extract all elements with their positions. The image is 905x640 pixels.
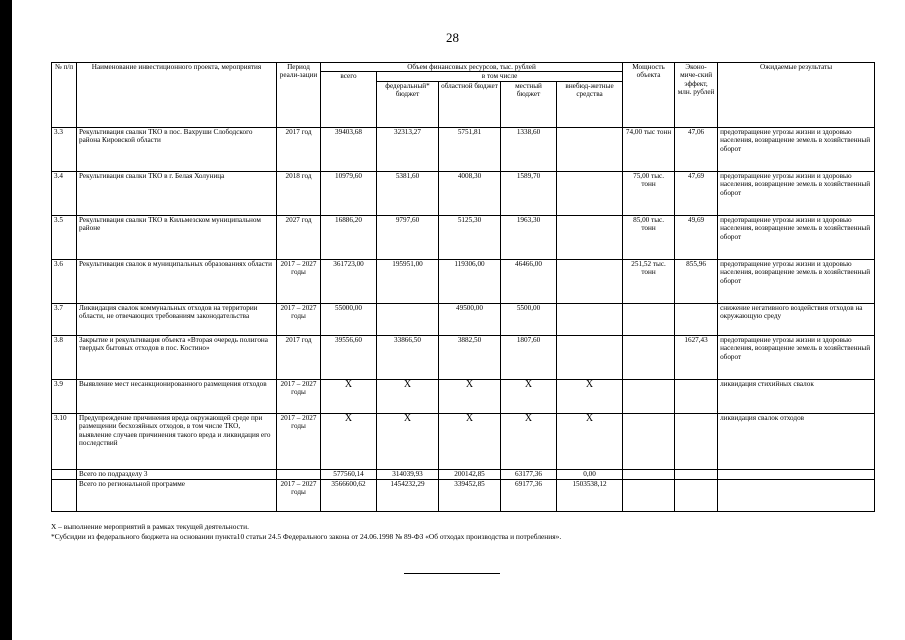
row-period: 2017 – 2027 годы (277, 379, 321, 413)
row-local: 1807,60 (501, 335, 557, 379)
row-result: снижение негативного воздействия отходов на окружающую среду (718, 303, 875, 335)
row-extra: X (557, 413, 623, 469)
subtotal-local: 63177,36 (501, 469, 557, 479)
row-regional: 3882,50 (439, 335, 501, 379)
row-name: Закрытие и рекультивация объекта «Вторая очередь полигона твердых бытовых отходов в пос. Костино» (77, 335, 277, 379)
row-period: 2017 – 2027 годы (277, 413, 321, 469)
row-extra: X (557, 379, 623, 413)
row-total: 55000,00 (321, 303, 377, 335)
subtotal-extra: 0,00 (557, 469, 623, 479)
row-period: 2027 год (277, 215, 321, 259)
row-local: 1338,60 (501, 127, 557, 171)
row-name: Рекультивация свалки ТКО в пос. Вахруши Слободского района Кировской области (77, 127, 277, 171)
row-capacity (623, 335, 675, 379)
row-federal: 9797,60 (377, 215, 439, 259)
row-total: 16886,20 (321, 215, 377, 259)
row-effect (675, 413, 718, 469)
row-total: 39556,60 (321, 335, 377, 379)
row-name: Ликвидация свалок коммунальных отходов на территории области, не отвечающих требованиям законодательства (77, 303, 277, 335)
col-header-results: Ожидаемые результаты (718, 63, 875, 128)
row-regional: X (439, 413, 501, 469)
row-local: X (501, 379, 557, 413)
row-num: 3.5 (52, 215, 77, 259)
investment-projects-table (51, 62, 875, 512)
row-capacity: 251,52 тыс. тонн (623, 259, 675, 303)
row-effect: 855,96 (675, 259, 718, 303)
row-period: 2017 – 2027 годы (277, 259, 321, 303)
row-name: Рекультивация свалки ТКО в г. Белая Холуница (77, 171, 277, 215)
row-num: 3.3 (52, 127, 77, 171)
row-effect (675, 303, 718, 335)
row-capacity: 74,00 тыс тонн (623, 127, 675, 171)
row-total: X (321, 379, 377, 413)
table-row (52, 259, 875, 303)
row-effect: 47,06 (675, 127, 718, 171)
row-name: Рекультивация свалок в муниципальных образованиях области (77, 259, 277, 303)
row-regional: 5125,30 (439, 215, 501, 259)
scan-edge-bar (0, 0, 12, 640)
col-header-including: в том числе (377, 72, 623, 81)
col-header-name: Наименование инвестиционного проекта, мероприятия (77, 63, 277, 128)
row-capacity: 75,00 тыс. тонн (623, 171, 675, 215)
row-extra (557, 171, 623, 215)
row-name: Выявление мест несанкционированного размещения отходов (77, 379, 277, 413)
row-extra (557, 215, 623, 259)
row-effect: 1627,43 (675, 335, 718, 379)
col-header-num: № п/п (52, 63, 77, 128)
row-name: Рекультивация свалки ТКО в Кильмезском муниципальном районе (77, 215, 277, 259)
row-period: 2017 – 2027 годы (277, 303, 321, 335)
row-result: предотвращение угрозы жизни и здоровью населения, возвращение земель в хозяйственный оборот (718, 127, 875, 171)
row-result: ликвидация свалок отходов (718, 413, 875, 469)
row-result: предотвращение угрозы жизни и здоровью населения, возвращение земель в хозяйственный оборот (718, 335, 875, 379)
row-num: 3.7 (52, 303, 77, 335)
row-extra (557, 127, 623, 171)
col-header-local: местный бюджет (501, 81, 557, 127)
row-total: 39403,68 (321, 127, 377, 171)
table-row (52, 335, 875, 379)
row-federal: 33866,50 (377, 335, 439, 379)
row-extra (557, 335, 623, 379)
row-regional: 4008,30 (439, 171, 501, 215)
row-capacity (623, 379, 675, 413)
col-header-extra: внебюд-жетные средства (557, 81, 623, 127)
col-header-capacity: Мощность объекта (623, 63, 675, 128)
table-row (52, 127, 875, 171)
row-total: 10979,60 (321, 171, 377, 215)
table-row (52, 215, 875, 259)
row-num: 3.4 (52, 171, 77, 215)
row-capacity (623, 303, 675, 335)
row-federal (377, 303, 439, 335)
row-local: 1963,30 (501, 215, 557, 259)
row-period: 2017 год (277, 335, 321, 379)
grand-total-total: 3566600,62 (321, 479, 377, 511)
row-num: 3.8 (52, 335, 77, 379)
row-period: 2017 год (277, 127, 321, 171)
row-federal: X (377, 379, 439, 413)
row-num: 3.6 (52, 259, 77, 303)
grand-total-extra: 1503538,12 (557, 479, 623, 511)
row-result: предотвращение угрозы жизни и здоровью населения, возвращение земель в хозяйственный оборот (718, 259, 875, 303)
col-header-period: Период реали-зации (277, 63, 321, 128)
subtotal-federal: 314039,93 (377, 469, 439, 479)
subtotal-row (52, 469, 875, 479)
table-row (52, 303, 875, 335)
row-effect: 47,69 (675, 171, 718, 215)
row-regional: 5751,81 (439, 127, 501, 171)
grand-total-federal: 1454232,29 (377, 479, 439, 511)
row-effect: 49,69 (675, 215, 718, 259)
col-header-federal: федеральный* бюджет (377, 81, 439, 127)
row-local: 46466,00 (501, 259, 557, 303)
footnote-federal: *Субсидии из федерального бюджета на основании пункта10 статьи 24.5 Федерального закона от 24.06.1998 № 89-ФЗ «Об отходах производства и потребления». (51, 531, 562, 541)
row-federal: 195951,00 (377, 259, 439, 303)
row-federal: 5381,60 (377, 171, 439, 215)
grand-total-period: 2017 – 2027 годы (277, 479, 321, 511)
row-local: 1589,70 (501, 171, 557, 215)
table-row (52, 413, 875, 469)
grand-total-regional: 339452,85 (439, 479, 501, 511)
row-extra (557, 259, 623, 303)
row-effect (675, 379, 718, 413)
grand-total-local: 69177,36 (501, 479, 557, 511)
row-federal: X (377, 413, 439, 469)
table-row (52, 379, 875, 413)
row-num: 3.9 (52, 379, 77, 413)
col-header-finance: Объем финансовых ресурсов, тыс. рублей (321, 63, 623, 72)
footer-rule (404, 573, 500, 574)
grand-total-label: Всего по региональной программе (77, 479, 277, 511)
row-name: Предупреждение причинения вреда окружающей среде при размещении бесхозяйных отходов, в том числе ТКО, выявление случаев причинения такого вреда и ликвидация его последствий (77, 413, 277, 469)
grand-total-row (52, 479, 875, 511)
subtotal-total: 577560,14 (321, 469, 377, 479)
table-row (52, 171, 875, 215)
row-result: предотвращение угрозы жизни и здоровью населения, возвращение земель в хозяйственный оборот (718, 215, 875, 259)
row-regional: X (439, 379, 501, 413)
col-header-total: всего (321, 72, 377, 127)
page-number: 28 (446, 30, 459, 45)
row-capacity: 85,00 тыс. тонн (623, 215, 675, 259)
row-num: 3.10 (52, 413, 77, 469)
row-extra (557, 303, 623, 335)
row-total: 361723,00 (321, 259, 377, 303)
footnotes (51, 522, 561, 541)
row-local: 5500,00 (501, 303, 557, 335)
row-result: ликвидация стихийных свалок (718, 379, 875, 413)
subtotal-label: Всего по подразделу 3 (77, 469, 277, 479)
row-total: X (321, 413, 377, 469)
row-local: X (501, 413, 557, 469)
row-regional: 119306,00 (439, 259, 501, 303)
row-period: 2018 год (277, 171, 321, 215)
row-capacity (623, 413, 675, 469)
footnote-x: Х – выполнение мероприятий в рамках текущей деятельности. (51, 522, 249, 531)
col-header-regional: областной бюджет (439, 81, 501, 127)
row-result: предотвращение угрозы жизни и здоровью населения, возвращение земель в хозяйственный оборот (718, 171, 875, 215)
col-header-effect: Эконо-миче-ский эффект, млн. рублей (675, 63, 718, 128)
row-regional: 49500,00 (439, 303, 501, 335)
row-federal: 32313,27 (377, 127, 439, 171)
subtotal-regional: 200142,85 (439, 469, 501, 479)
